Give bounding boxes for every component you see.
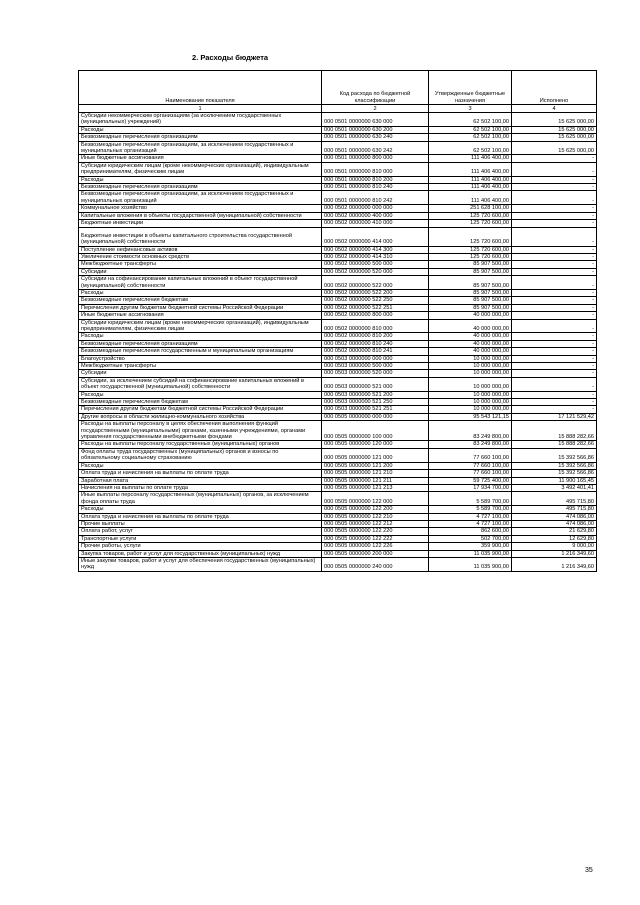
row-executed: - <box>512 406 597 413</box>
row-name: Бюджетные инвестиции в объекты капитального строительства государственной (муниципальной) собственности <box>79 227 322 246</box>
row-approved: 40 000 000,00 <box>429 348 512 355</box>
row-approved: 85 907 500,00 <box>429 304 512 311</box>
table-row <box>79 421 597 441</box>
page-number: 35 <box>585 867 593 874</box>
row-executed: 1 216 349,60 <box>512 550 597 557</box>
row-approved: 62 502 100,00 <box>429 134 512 141</box>
table-body <box>79 113 597 572</box>
row-code: 000 0502 0000000 810 241 <box>322 348 429 355</box>
table-row <box>79 506 597 513</box>
row-name: Благоустройство <box>79 355 322 362</box>
table-row <box>79 535 597 542</box>
row-name: Расходы <box>79 391 322 398</box>
row-executed: 17 121 529,42 <box>512 413 597 420</box>
row-code: 000 0502 0000000 410 000 <box>322 220 429 227</box>
row-executed: 15 625 000,00 <box>512 141 597 155</box>
table-row <box>79 333 597 340</box>
col-number-4: 4 <box>512 105 597 113</box>
row-approved: 10 000 000,00 <box>429 355 512 362</box>
row-approved: 10 000 000,00 <box>429 363 512 370</box>
row-code: 000 0505 0000000 121 211 <box>322 477 429 484</box>
table-row <box>79 261 597 268</box>
row-code: 000 0501 0000000 810 242 <box>322 191 429 205</box>
row-code: 000 0501 0000000 810 200 <box>322 176 429 183</box>
table-row <box>79 348 597 355</box>
table-row <box>79 113 597 127</box>
col-number-3: 3 <box>429 105 512 113</box>
row-executed: 474 086,00 <box>512 520 597 527</box>
row-name: Субсидии <box>79 370 322 377</box>
row-executed: - <box>512 355 597 362</box>
row-approved: 77 660 100,00 <box>429 448 512 462</box>
row-code: 000 0503 0000000 521 250 <box>322 399 429 406</box>
row-executed: - <box>512 191 597 205</box>
row-code: 000 0503 0000000 520 000 <box>322 370 429 377</box>
row-approved: 59 725 400,00 <box>429 477 512 484</box>
col-number-1: 1 <box>79 105 322 113</box>
column-number-row <box>79 105 597 113</box>
row-executed: - <box>512 176 597 183</box>
row-name: Иные закупки товаров, работ и услуг для обеспечения государственных (муниципальных) нужд <box>79 557 322 571</box>
row-executed: - <box>512 319 597 333</box>
row-executed: - <box>512 205 597 212</box>
row-approved: 125 720 600,00 <box>429 212 512 219</box>
row-code: 000 0505 0000000 121 213 <box>322 484 429 491</box>
row-approved: 62 502 100,00 <box>429 126 512 133</box>
row-executed: 9 000,00 <box>512 543 597 550</box>
row-approved: 40 000 000,00 <box>429 312 512 319</box>
header-approved: Утвержденные бюджетные назначения <box>429 71 512 105</box>
row-code: 000 0503 0000000 521 200 <box>322 391 429 398</box>
row-executed: - <box>512 333 597 340</box>
row-executed: - <box>512 297 597 304</box>
row-approved: 111 406 400,00 <box>429 176 512 183</box>
row-code: 000 0502 0000000 810 240 <box>322 340 429 347</box>
row-code: 000 0502 0000000 522 200 <box>322 289 429 296</box>
row-approved: 85 907 500,00 <box>429 297 512 304</box>
row-approved: 85 907 500,00 <box>429 268 512 275</box>
table-row <box>79 557 597 571</box>
row-executed: 495 715,80 <box>512 506 597 513</box>
row-executed: 15 888 282,66 <box>512 421 597 441</box>
section-title: 2. Расходы бюджета <box>192 53 269 62</box>
row-name: Безвозмездные перечисления организациям, за исключением государственных и муниципальных организаций <box>79 191 322 205</box>
row-code: 000 0505 0000000 000 000 <box>322 413 429 420</box>
expenses-table <box>78 70 597 572</box>
row-approved: 40 000 000,00 <box>429 319 512 333</box>
row-executed: - <box>512 370 597 377</box>
row-executed: - <box>512 391 597 398</box>
row-executed: - <box>512 155 597 162</box>
row-approved: 10 000 000,00 <box>429 377 512 391</box>
row-approved: 111 406 400,00 <box>429 155 512 162</box>
row-approved: 77 660 100,00 <box>429 470 512 477</box>
row-name: Субсидии юридическим лицам (кроме некоммерческих организаций), индивидуальным предпринимателям, физическим лицам <box>79 319 322 333</box>
row-name: Иные выплаты персоналу государственных (муниципальных) органов, за исключением фонда оплаты труда <box>79 492 322 506</box>
row-approved: 10 000 000,00 <box>429 391 512 398</box>
row-executed: - <box>512 246 597 253</box>
row-executed: 15 392 566,86 <box>512 470 597 477</box>
row-code: 000 0502 0000000 400 000 <box>322 212 429 219</box>
row-code: 000 0501 0000000 810 240 <box>322 184 429 191</box>
row-approved: 862 600,00 <box>429 528 512 535</box>
row-executed: - <box>512 253 597 260</box>
row-executed: - <box>512 289 597 296</box>
row-code: 000 0501 0000000 810 000 <box>322 162 429 176</box>
row-name: Расходы <box>79 506 322 513</box>
row-executed: 495 715,80 <box>512 492 597 506</box>
table-row <box>79 413 597 420</box>
row-name: Бюджетные инвестиции <box>79 220 322 227</box>
header-executed: Исполнено <box>512 71 597 105</box>
row-name: Субсидии на софинансирование капитальных вложений в объект государственной (муниципальной) собственности <box>79 276 322 290</box>
row-name: Расходы на выплаты персоналу государственных (муниципальных) органов <box>79 441 322 448</box>
row-approved: 4 727 100,00 <box>429 513 512 520</box>
row-executed: 15 625 000,00 <box>512 126 597 133</box>
table-row <box>79 162 597 176</box>
row-code: 000 0502 0000000 522 000 <box>322 276 429 290</box>
table-row <box>79 355 597 362</box>
table-row <box>79 191 597 205</box>
row-approved: 4 727 100,00 <box>429 520 512 527</box>
row-approved: 83 249 800,00 <box>429 441 512 448</box>
row-code: 000 0505 0000000 122 220 <box>322 528 429 535</box>
row-code: 000 0501 0000000 630 240 <box>322 134 429 141</box>
row-approved: 95 543 121,15 <box>429 413 512 420</box>
table-row <box>79 212 597 219</box>
row-executed: - <box>512 348 597 355</box>
row-code: 000 0502 0000000 800 000 <box>322 312 429 319</box>
row-name: Заработная плата <box>79 477 322 484</box>
table-row <box>79 297 597 304</box>
row-name: Другие вопросы в области жилищно-коммунального хозяйства <box>79 413 322 420</box>
row-name: Безвозмездные перечисления бюджетам <box>79 297 322 304</box>
row-approved: 111 406 400,00 <box>429 184 512 191</box>
row-name: Капитальные вложения в объекты государственной (муниципальной) собственности <box>79 212 322 219</box>
row-code: 000 0503 0000000 000 000 <box>322 355 429 362</box>
row-name: Расходы <box>79 333 322 340</box>
row-name: Прочие выплаты <box>79 520 322 527</box>
table-row <box>79 492 597 506</box>
row-approved: 125 720 600,00 <box>429 220 512 227</box>
row-approved: 5 589 700,00 <box>429 492 512 506</box>
row-code: 000 0502 0000000 522 250 <box>322 297 429 304</box>
row-code: 000 0505 0000000 122 000 <box>322 492 429 506</box>
table-row <box>79 470 597 477</box>
row-code: 000 0505 0000000 122 222 <box>322 535 429 542</box>
row-name: Иные бюджетные ассигнования <box>79 155 322 162</box>
table-row <box>79 220 597 227</box>
row-executed: 1 216 349,60 <box>512 557 597 571</box>
row-approved: 85 907 500,00 <box>429 261 512 268</box>
row-code: 000 0502 0000000 810 000 <box>322 319 429 333</box>
row-code: 000 0505 0000000 122 200 <box>322 506 429 513</box>
row-code: 000 0505 0000000 121 000 <box>322 448 429 462</box>
row-name: Иные бюджетные ассигнования <box>79 312 322 319</box>
table-row <box>79 289 597 296</box>
row-executed: 21 629,80 <box>512 528 597 535</box>
row-name: Перечисления другим бюджетам бюджетной системы Российской Федерации <box>79 406 322 413</box>
row-approved: 77 660 100,00 <box>429 462 512 469</box>
row-approved: 17 934 700,00 <box>429 484 512 491</box>
row-code: 000 0502 0000000 500 000 <box>322 261 429 268</box>
row-code: 000 0502 0000000 522 251 <box>322 304 429 311</box>
row-name: Коммунальное хозяйство <box>79 205 322 212</box>
row-name: Расходы <box>79 462 322 469</box>
row-name: Прочие работы, услуги <box>79 543 322 550</box>
row-executed: 15 625 000,00 <box>512 113 597 127</box>
table-row <box>79 319 597 333</box>
row-approved: 10 000 000,00 <box>429 406 512 413</box>
row-executed: - <box>512 268 597 275</box>
row-code: 000 0503 0000000 521 251 <box>322 406 429 413</box>
table-row <box>79 399 597 406</box>
table-row <box>79 391 597 398</box>
row-name: Межбюджетные трансферты <box>79 363 322 370</box>
row-name: Поступление нефинансовых активов <box>79 246 322 253</box>
row-executed: - <box>512 340 597 347</box>
row-approved: 359 900,00 <box>429 543 512 550</box>
row-executed: 15 625 000,00 <box>512 134 597 141</box>
table-row <box>79 462 597 469</box>
row-name: Безвозмездные перечисления государственным и муниципальным организациям <box>79 348 322 355</box>
table-row <box>79 520 597 527</box>
row-approved: 85 907 500,00 <box>429 276 512 290</box>
row-name: Безвозмездные перечисления организациям <box>79 184 322 191</box>
row-approved: 11 035 900,00 <box>429 557 512 571</box>
row-approved: 11 035 900,00 <box>429 550 512 557</box>
table-row <box>79 205 597 212</box>
row-name: Межбюджетные трансферты <box>79 261 322 268</box>
table-row <box>79 513 597 520</box>
row-code: 000 0501 0000000 630 000 <box>322 113 429 127</box>
header-code: Код расхода по бюджетной классификации <box>322 71 429 105</box>
header-row <box>79 71 597 105</box>
row-name: Субсидии юридическим лицам (кроме некоммерческих организаций), индивидуальным предпринимателям, физическим лицам <box>79 162 322 176</box>
row-executed: - <box>512 261 597 268</box>
table-row <box>79 377 597 391</box>
table-row <box>79 253 597 260</box>
row-name: Увеличение стоимости основных средств <box>79 253 322 260</box>
row-approved: 83 249 800,00 <box>429 421 512 441</box>
header-name: Наименование показателя <box>79 71 322 105</box>
table-row <box>79 126 597 133</box>
row-name: Начисления на выплаты по оплате труда <box>79 484 322 491</box>
row-code: 000 0501 0000000 630 242 <box>322 141 429 155</box>
row-name: Безвозмездные перечисления бюджетам <box>79 399 322 406</box>
row-approved: 502 700,00 <box>429 535 512 542</box>
table-row <box>79 441 597 448</box>
row-approved: 111 406 400,00 <box>429 191 512 205</box>
table-row <box>79 155 597 162</box>
table-row <box>79 268 597 275</box>
table-row <box>79 363 597 370</box>
row-executed: - <box>512 220 597 227</box>
row-approved: 10 000 000,00 <box>429 370 512 377</box>
row-executed: - <box>512 312 597 319</box>
table-row <box>79 448 597 462</box>
col-number-2: 2 <box>322 105 429 113</box>
row-code: 000 0502 0000000 414 310 <box>322 253 429 260</box>
row-executed: - <box>512 212 597 219</box>
row-code: 000 0505 0000000 122 212 <box>322 520 429 527</box>
row-name: Расходы <box>79 289 322 296</box>
table-row <box>79 550 597 557</box>
row-approved: 62 502 100,00 <box>429 141 512 155</box>
row-code: 000 0502 0000000 414 000 <box>322 227 429 246</box>
row-name: Субсидии, за исключением субсидий на софинансирование капитальных вложений в объект государственной (муниципальной) собственности <box>79 377 322 391</box>
table-row <box>79 184 597 191</box>
row-code: 000 0502 0000000 000 000 <box>322 205 429 212</box>
row-name: Расходы на выплаты персоналу в целях обеспечения выполнения функций государственными (муниципальными) органами, казенными учреждениями, органами управления государственными внебюджетными фондами <box>79 421 322 441</box>
row-executed: - <box>512 184 597 191</box>
row-executed: 15 888 282,66 <box>512 441 597 448</box>
row-name: Субсидии некоммерческим организациям (за исключением государственных (муниципальных) учреждений) <box>79 113 322 127</box>
table-row <box>79 141 597 155</box>
row-code: 000 0503 0000000 521 000 <box>322 377 429 391</box>
table-row <box>79 543 597 550</box>
table-row <box>79 312 597 319</box>
row-name: Расходы <box>79 176 322 183</box>
row-code: 000 0505 0000000 121 200 <box>322 462 429 469</box>
table-row <box>79 484 597 491</box>
row-name: Безвозмездные перечисления организациям, за исключением государственных и муниципальных организаций <box>79 141 322 155</box>
table-row <box>79 340 597 347</box>
row-approved: 125 720 600,00 <box>429 227 512 246</box>
row-executed: - <box>512 276 597 290</box>
table-row <box>79 370 597 377</box>
table-row <box>79 134 597 141</box>
table-row <box>79 304 597 311</box>
row-name: Безвозмездные перечисления организациям <box>79 340 322 347</box>
row-code: 000 0505 0000000 100 000 <box>322 421 429 441</box>
row-code: 000 0505 0000000 120 000 <box>322 441 429 448</box>
row-name: Транспортные услуги <box>79 535 322 542</box>
row-name: Субсидии <box>79 268 322 275</box>
row-approved: 5 589 700,00 <box>429 506 512 513</box>
row-code: 000 0505 0000000 122 226 <box>322 543 429 550</box>
row-approved: 10 000 000,00 <box>429 399 512 406</box>
table-row <box>79 246 597 253</box>
row-code: 000 0505 0000000 121 210 <box>322 470 429 477</box>
row-name: Закупка товаров, работ и услуг для государственных (муниципальных) нужд <box>79 550 322 557</box>
row-approved: 125 720 600,00 <box>429 246 512 253</box>
row-approved: 85 907 500,00 <box>429 289 512 296</box>
row-name: Оплата работ, услуг <box>79 528 322 535</box>
table-row <box>79 176 597 183</box>
row-executed: 474 086,00 <box>512 513 597 520</box>
row-code: 000 0502 0000000 520 000 <box>322 268 429 275</box>
row-name: Безвозмездные перечисления организациям <box>79 134 322 141</box>
row-executed: 3 492 401,41 <box>512 484 597 491</box>
row-approved: 40 000 000,00 <box>429 340 512 347</box>
row-executed: - <box>512 377 597 391</box>
row-executed: 15 392 566,86 <box>512 448 597 462</box>
row-name: Фонд оплаты труда государственных (муниципальных) органов и взносы по обязательному социальному страхованию <box>79 448 322 462</box>
row-code: 000 0502 0000000 414 300 <box>322 246 429 253</box>
row-executed: 15 392 566,86 <box>512 462 597 469</box>
row-name: Оплата труда и начисления на выплаты по оплате труда <box>79 513 322 520</box>
row-code: 000 0505 0000000 200 000 <box>322 550 429 557</box>
row-executed: - <box>512 304 597 311</box>
row-code: 000 0503 0000000 500 000 <box>322 363 429 370</box>
table-row <box>79 406 597 413</box>
row-approved: 40 000 000,00 <box>429 333 512 340</box>
row-executed: 11 900 165,45 <box>512 477 597 484</box>
row-code: 000 0502 0000000 810 200 <box>322 333 429 340</box>
row-executed: 12 629,80 <box>512 535 597 542</box>
row-name: Расходы <box>79 126 322 133</box>
table-row <box>79 477 597 484</box>
row-code: 000 0505 0000000 122 210 <box>322 513 429 520</box>
row-executed: - <box>512 363 597 370</box>
table-row <box>79 227 597 246</box>
table-row <box>79 276 597 290</box>
row-name: Оплата труда и начисления на выплаты по оплате труда <box>79 470 322 477</box>
table-row <box>79 528 597 535</box>
row-executed: - <box>512 399 597 406</box>
row-code: 000 0505 0000000 240 000 <box>322 557 429 571</box>
row-executed: - <box>512 227 597 246</box>
row-name: Перечисления другим бюджетам бюджетной системы Российской Федерации <box>79 304 322 311</box>
row-approved: 111 406 400,00 <box>429 162 512 176</box>
row-approved: 62 502 100,00 <box>429 113 512 127</box>
row-executed: - <box>512 162 597 176</box>
row-approved: 125 720 600,00 <box>429 253 512 260</box>
row-code: 000 0501 0000000 800 000 <box>322 155 429 162</box>
row-code: 000 0501 0000000 630 200 <box>322 126 429 133</box>
row-approved: 251 628 100,00 <box>429 205 512 212</box>
